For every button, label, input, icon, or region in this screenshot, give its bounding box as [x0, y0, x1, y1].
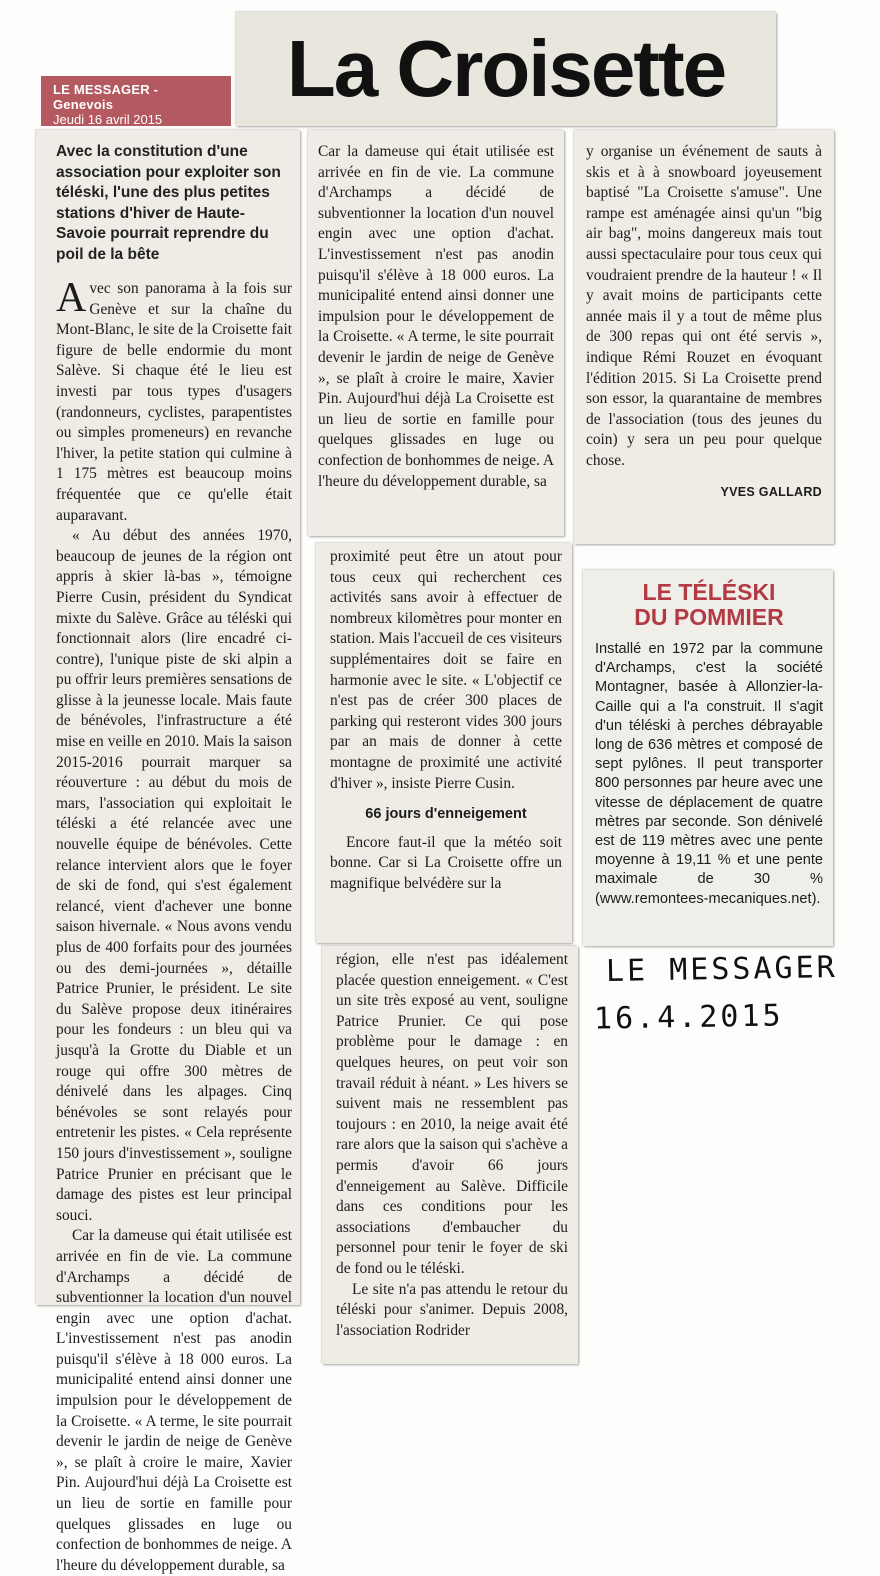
title-clipping [236, 12, 776, 126]
sidebar-box [583, 570, 833, 946]
paragraph-history: « Au début des années 1970, beaucoup de jeunes de la région ont appris à skier là-bas », témoigne Pierre Cusin, président du Syndicat mixte du Salève. Grâce au téléski qui fonctionnait alors (lire encadré ci-contre), l'unique piste de ski alpin a pu offrir leurs premières sensations de glisse à la jeunesse locale. Mais faute de bénévoles, l'infrastructure a été mise en veille en 2010. Mais la saison 2015-2016 pourrait marquer sa réouverture : au début du mois de mars, l'association qui exploitait le téléski a été relancée avec une nouvelle équipe de bénévoles. Cette relance intervient alors que le foyer de ski de fond, qui s'est également relancé, vient d'achever une bonne saison hivernale. « Nous avons vendu plus de 400 forfaits pour des journées ou des demi-journées », détaille Patrice Prunier, le président. Le site du Salève propose deux itinéraires pour les fondeurs : un bleu qui va jusqu'à la Grotte du Diable et un rouge qui offre 300 mètres de dénivelé dans les alpages. Cinq bénévoles se sont relayés pour entretenir les pistes. « Cela représente 150 jours d'investissement », souligne Patrice Prunier en précisant que le damage des pistes est leur principal souci. [56, 527, 292, 1224]
page-title: La Croisette [286, 24, 726, 113]
sidebar-title-line1: LE TÉLÉSKI [642, 579, 776, 605]
paragraph-meteo: Encore faut-il que la météo soit bonne. Car si La Croisette offre un magnifique belvédère sur la [330, 833, 562, 892]
paragraph-proximite: proximité peut être un atout pour tous ceux qui recherchent ces activités sans avoir à effectuer de nombreux kilomètres pour monter en station. Mais l'accueil de ces visiteurs supplémentaires doit se faire en harmonie avec le site. « L'objectif ce n'est pas de créer 300 places de parking qui resteront vides 300 jours par an mais de donner à cette montagne de proximité une activité d'hiver », insiste Pierre Cusin. [330, 548, 562, 792]
section-subhead: 66 jours d'enneigement [365, 806, 527, 823]
article-column-3 [574, 130, 834, 544]
drop-cap: A [56, 275, 87, 321]
paragraph-dameuse-start: Car la dameuse qui était utilisée est arrivée en fin de vie. La commune d'Archamps a décidé de subventionner la location d'un nouvel engin avec une option d'achat. L'investissement n'est pas anodin puisqu'il s'élève à 18 000 euros. La municipalité entend ainsi donner une impulsion pour le développement de la Croisette. « A terme, le site pourrait devenir le jardin de neige de Genève », se plaît à croire le maire, Xavier Pin. Aujourd'hui déjà La Croisette est un lieu de sortie en famille pour quelques glissades en luge ou confection de bonhommes de neige. A l'heure du développement durable, sa [56, 1227, 292, 1574]
article-column-2-bottom [322, 946, 578, 1364]
sidebar-title-line2: DU POMMIER [634, 604, 784, 630]
article-byline: YVES GALLARD [720, 484, 822, 499]
handwritten-note-line2: 16.4.2015 [593, 998, 784, 1037]
paragraph-intro [56, 275, 292, 526]
paragraph-dameuse: Car la dameuse qui était utilisée est arrivée en fin de vie. La commune d'Archamps a décidé de subventionner la location d'un nouvel engin avec une option d'achat. L'investissement n'est pas anodin puisqu'il s'élève à 18 000 euros. La municipalité entend ainsi donner une impulsion pour le développement de la Croisette. « A terme, le site pourrait devenir le jardin de neige de Genève », se plaît à croire le maire, Xavier Pin. Aujourd'hui déjà La Croisette est un lieu de sortie en famille pour quelques glissades en luge ou confection de bonhommes de neige. A l'heure du développement durable, sa [318, 143, 554, 490]
article-lede: Avec la constitution d'une association pour exploiter son téléski, l'une des plus petites stations d'hiver de Haute-Savoie pourrait reprendre du poil de la bête [56, 143, 281, 263]
paragraph-enneigement: région, elle n'est pas idéalement placée question enneigement. « C'est un site très exposé au vent, souligne Patrice Prunier. Ce qui pose problème pour le damage : en quelques heures, on peut voir son travail réduit à néant. » Les hivers se suivent mais ne ressemblent pas toujours : en 2010, la neige avait été rare alors que la saison qui s'achève a permis d'avoir 66 jours d'enneigement au Salève. Difficile dans ces conditions pour les associations d'embaucher du personnel pour tenir le foyer de ski de fond ou le téléski. [336, 951, 568, 1277]
article-column-1 [36, 130, 300, 1574]
masthead [41, 76, 231, 126]
sidebar-title [595, 580, 823, 630]
publication-name: LE MESSAGER - Genevois [53, 82, 159, 112]
handwritten-note-line1: LE MESSAGER [605, 949, 838, 990]
paragraph-croisette-samuse: y organise un événement de sauts à skis et à à snowboard joyeusement baptisé "La Croisette s'amuse". Une rampe est aménagée ainsi qu'un "big air bag", moins dangereux mais tout aussi spectaculaire pour tous ceux qui voudraient prendre de la hauteur ! « Il y avait moins de participants cette année mais il y a tout de même plus de 300 repas qui ont été servis », indique Rémi Rouzet en évoquant l'édition 2015. Si La Croisette prend son essor, la quarantaine de membres de l'association (tous des jeunes du coin) y sera un peu pour quelque chose. [586, 143, 822, 469]
publication-date: Jeudi 16 avril 2015 [53, 112, 163, 127]
paragraph-intro-text: vec son panorama à la fois sur Genève et sur la chaîne du Mont-Blanc, le site de la Croisette fait figure de belle endormie du mont Salève. Si chaque été le lieu est investi par tous types d'usagers (randonneurs, cyclistes, parapentistes ou simples promeneurs) en revanche l'hiver, la petite station qui culmine à 1 175 mètres est beaucoup moins fréquentée que ce qu'elle était auparavant. [56, 280, 292, 524]
article-column-2-middle [316, 543, 572, 943]
sidebar-text: Installé en 1972 par la commune d'Archamps, c'est la société Montagner, basée à Allonzier-la-Caille qui a l'a construit. Il s'agit d'un téléski à perches débrayable long de 636 mètres et composé de sept pylônes. Il peut transporter 800 personnes par heure avec une vitesse de déplacement de quatre mètres par seconde. Son dénivelé est de 119 mètres avec une pente moyenne à 19,11 % et une pente maximale de 30 % (www.remontees-mecaniques.net). [595, 641, 823, 907]
paragraph-rodrider: Le site n'a pas attendu le retour du téléski pour s'animer. Depuis 2008, l'association Rodrider [336, 1280, 568, 1339]
article-column-2-top [308, 130, 564, 536]
